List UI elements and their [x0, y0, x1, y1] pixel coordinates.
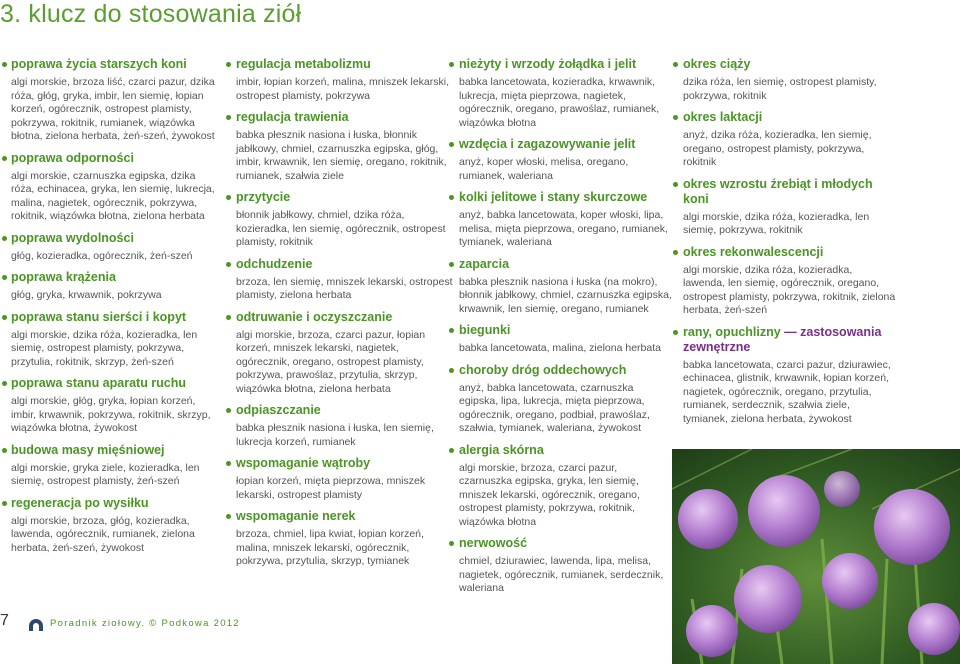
- heading-extra: — zastosowania zewnętrzne: [683, 324, 882, 354]
- heading-main: rany, opuchlizny: [683, 324, 781, 339]
- section-body: algi morskie, dzika róża, kozieradka, len siemię, pokrzywa, rokitnik: [683, 210, 870, 236]
- section: [224, 57, 454, 103]
- chive-flowers-image: [672, 449, 960, 664]
- section: [447, 443, 672, 530]
- section: [0, 57, 215, 144]
- section-heading: biegunki: [447, 323, 672, 338]
- section-body: imbir, łopian korzeń, malina, mniszek lekarski, ostropest plamisty, pokrzywa: [236, 76, 449, 102]
- section: [224, 509, 454, 569]
- section-heading: poprawa krążenia: [0, 270, 215, 285]
- section-body: babka płesznik nasiona i łuska (na mokro), błonnik jabłkowy, chmiel, czarnuszka egipska, krwawnik, len siemię, oregano, rumianek: [459, 275, 672, 315]
- section: [671, 57, 896, 103]
- section-body: algi morskie, brzoza, czarci pazur, łopian korzeń, mniszek lekarski, nagietek, ogórecznik, oregano, ostropest plamisty, pokrzywa, prawoślaz, przytulia, skrzyp, wiązówka błotna, zielona herbata: [236, 328, 426, 395]
- section-heading: okres ciąży: [671, 57, 896, 72]
- section-body: algi morskie, brzoza, głóg, kozieradka, lawenda, ogórecznik, rumianek, zielona herbata, żeń-szeń, żywokost: [11, 514, 195, 554]
- section: [224, 456, 454, 502]
- section-heading: nieżyty i wrzody żołądka i jelit: [447, 57, 672, 72]
- section-body: algi morskie, dzika róża, kozieradka, lawenda, len siemię, ogórecznik, oregano, ostropest plamisty, pokrzywa, rokitnik, zielona herbata, żeń-szeń: [683, 263, 896, 316]
- section-body: brzoza, len siemię, mniszek lekarski, ostropest plamisty, zielona herbata: [236, 275, 453, 301]
- section-body: babka lancetowata, kozieradka, krwawnik, lukrecja, mięta pieprzowa, nagietek, ogórecznik, oregano, prawoślaz, rumianek, wiązówka błotna: [459, 76, 660, 129]
- section: [447, 323, 672, 356]
- section-heading: nerwowość: [447, 536, 672, 551]
- section: [447, 137, 672, 183]
- section: [671, 325, 896, 427]
- section: [447, 363, 672, 436]
- column-1: [0, 57, 215, 562]
- section: [447, 257, 672, 317]
- section-heading: regulacja metabolizmu: [224, 57, 454, 72]
- section-body: łopian korzeń, mięta pieprzowa, mniszek lekarski, ostropest plamisty: [236, 475, 426, 501]
- section-body: babka płesznik nasiona i łuska, len siemię, lukrecja korzeń, rumianek: [236, 422, 434, 448]
- section-body: głóg, kozieradka, ogórecznik, żeń-szeń: [11, 249, 193, 262]
- column-4: [671, 57, 896, 433]
- section-body: algi morskie, dzika róża, kozieradka, len siemię, ostropest plamisty, pokrzywa, przytulia, rokitnik, skrzyp, żeń-szeń: [11, 328, 198, 368]
- section: [671, 110, 896, 170]
- chive-flowers-graphic: [672, 449, 960, 664]
- column-2: [224, 57, 454, 576]
- section-heading: wspomaganie wątroby: [224, 456, 454, 471]
- section-body: anyż, dzika róża, kozieradka, len siemię, oregano, ostropest plamisty, pokrzywa, rokitnik: [683, 129, 872, 168]
- horseshoe-icon: [28, 618, 44, 636]
- section-body: algi morskie, czarnuszka egipska, dzika róża, echinacea, gryka, len siemię, lukrecja, malina, nagietek, ogórecznik, pokrzywa, rokitnik, wiązówka błotna, zielona herbata: [11, 169, 215, 222]
- section-heading: okres laktacji: [671, 110, 896, 125]
- section-body: algi morskie, głóg, gryka, łopian korzeń, imbir, krwawnik, pokrzywa, rokitnik, skrzyp, wiązówka błotna, żywokost: [11, 395, 211, 434]
- section-heading: regulacja trawienia: [224, 110, 454, 125]
- section: [0, 496, 215, 556]
- section-heading: poprawa życia starszych koni: [0, 57, 215, 72]
- column-3: [447, 57, 672, 603]
- section-heading: zaparcia: [447, 257, 672, 272]
- section-body: głóg, gryka, krwawnik, pokrzywa: [11, 289, 162, 301]
- page-footer: [0, 612, 240, 636]
- section-body: brzoza, chmiel, lipa kwiat, łopian korzeń, malina, mniszek lekarski, ogórecznik, pokrzywa, przytulia, skrzyp, tymianek: [236, 528, 424, 567]
- section-heading: wspomaganie nerek: [224, 509, 454, 524]
- section-heading: poprawa wydolności: [0, 231, 215, 246]
- footer-text: Poradnik ziołowy. © Podkowa 2012: [50, 618, 240, 629]
- section-heading: odtruwanie i oczyszczanie: [224, 310, 454, 325]
- section-body: algi morskie, brzoza, czarci pazur, czarnuszka egipska, gryka, len siemię, mniszek lekarski, ogórecznik, oregano, ostropest plamisty, pokrzywa, rokitnik, wiązówka błotna: [459, 461, 640, 528]
- section-heading: poprawa odporności: [0, 151, 215, 166]
- section-heading: kolki jelitowe i stany skurczowe: [447, 190, 672, 205]
- section: [0, 231, 215, 264]
- page-title: 3. klucz do stosowania ziół: [0, 0, 302, 28]
- section: [0, 151, 215, 224]
- section-body: babka lancetowata, czarci pazur, dziurawiec, echinacea, glistnik, krwawnik, łopian korzeń, nagietek, ogórecznik, oregano, przytulia, rumianek, serdecznik, szałwia ziele, tymianek, zielona herbata, żywokost: [683, 358, 891, 425]
- section-heading: okres wzrostu źrebiąt i młodych koni: [671, 177, 896, 207]
- section: [0, 310, 215, 370]
- section-body: algi morskie, gryka ziele, kozieradka, len siemię, ostropest plamisty, żeń-szeń: [11, 461, 200, 487]
- section-heading: okres rekonwalescencji: [671, 245, 896, 260]
- section-body: algi morskie, brzoza liść, czarci pazur, dzika róża, głóg, gryka, imbir, len siemię, łopian korzeń, ogórecznik, ostropest plamisty, pokrzywa, rokitnik, rumianek, wiązówka błotna, zielona herbata, żeń-szeń, żywokost: [11, 76, 215, 142]
- section: [224, 257, 454, 303]
- section: [0, 270, 215, 303]
- section-heading: choroby dróg oddechowych: [447, 363, 672, 378]
- section-heading: alergia skórna: [447, 443, 672, 458]
- section-heading: [671, 325, 896, 355]
- section-heading: odchudzenie: [224, 257, 454, 272]
- section-heading: regeneracja po wysiłku: [0, 496, 215, 511]
- section-heading: wzdęcia i zagazowywanie jelit: [447, 137, 672, 152]
- section: [447, 536, 672, 596]
- page-number: 7: [0, 612, 9, 629]
- section-body: anyż, koper włoski, melisa, oregano, rumianek, waleriana: [459, 156, 629, 182]
- section: [671, 177, 896, 238]
- section-body: anyż, babka lancetowata, koper włoski, lipa, melisa, mięta pieprzowa, oregano, rumianek, tymianek, waleriana: [459, 209, 668, 248]
- section: [447, 190, 672, 250]
- section-body: dzika róża, len siemię, ostropest plamisty, pokrzywa, rokitnik: [683, 76, 877, 102]
- section: [224, 110, 454, 183]
- section-heading: przytycie: [224, 190, 454, 205]
- section: [671, 245, 896, 318]
- section-body: anyż, babka lancetowata, czarnuszka egipska, lipa, lukrecja, mięta pieprzowa, ogórecznik, oregano, podbiał, prawoślaz, szałwia, tymianek, waleriana, żywokost: [459, 381, 650, 434]
- section-heading: budowa masy mięśniowej: [0, 443, 215, 458]
- section: [224, 190, 454, 250]
- section: [0, 443, 215, 489]
- section-body: babka lancetowata, malina, zielona herbata: [459, 342, 661, 354]
- section: [224, 403, 454, 449]
- section-heading: poprawa stanu sierści i kopyt: [0, 310, 215, 325]
- section-body: babka płesznik nasiona i łuska, błonnik jabłkowy, chmiel, czarnuszka egipska, głóg, imbir, krwawnik, len siemię, oregano, rokitnik, rumianek, szałwia ziele: [236, 129, 447, 182]
- section: [224, 310, 454, 397]
- section-body: błonnik jabłkowy, chmiel, dzika róża, kozieradka, len siemię, ogórecznik, ostropest plamisty, rokitnik: [236, 209, 446, 248]
- section: [447, 57, 672, 130]
- section-body: chmiel, dziurawiec, lawenda, lipa, melisa, nagietek, ogórecznik, rumianek, serdecznik, waleriana: [459, 555, 664, 594]
- section-heading: poprawa stanu aparatu ruchu: [0, 376, 215, 391]
- section: [0, 376, 215, 436]
- section-heading: odpiaszczanie: [224, 403, 454, 418]
